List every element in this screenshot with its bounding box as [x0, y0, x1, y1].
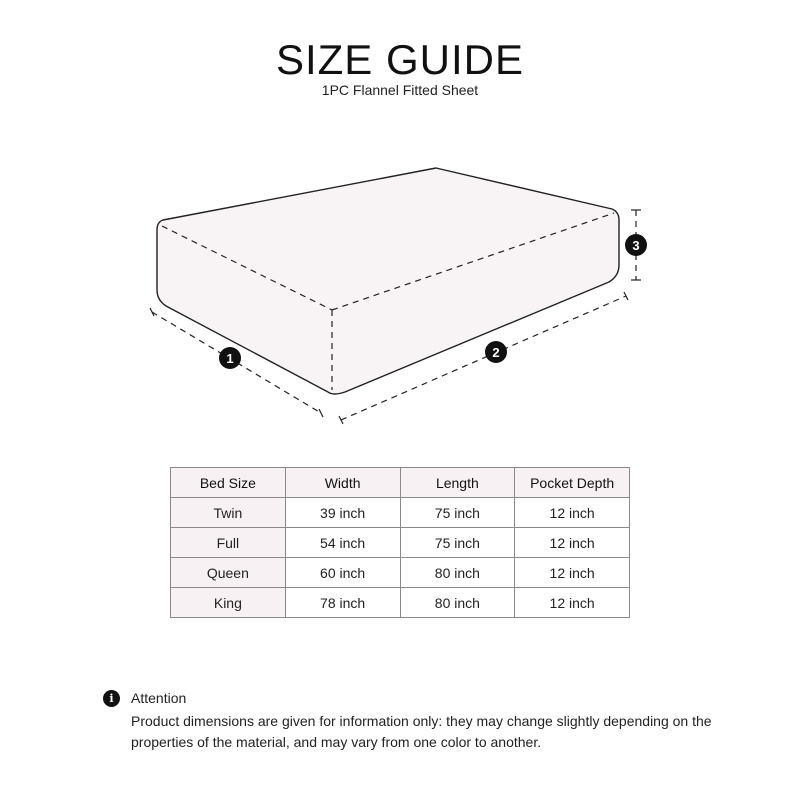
table-header-row [171, 468, 630, 498]
width-cell: 39 inch [285, 498, 400, 528]
length-cell: 80 inch [400, 588, 515, 618]
attention-text: Product dimensions are given for information only: they may change slightly depending on the properties of the material, and may vary from one color to another. [131, 713, 712, 750]
length-cell: 75 inch [400, 498, 515, 528]
bed-size-cell: Full [171, 528, 286, 558]
length-cell: 75 inch [400, 528, 515, 558]
header-width: Width [285, 468, 400, 498]
page-title: SIZE GUIDE [275, 36, 525, 83]
table-row [171, 498, 630, 528]
size-table [170, 467, 630, 618]
table-row [171, 558, 630, 588]
pocket-depth-cell: 12 inch [515, 588, 630, 618]
header-length: Length [400, 468, 515, 498]
bed-size-cell: Twin [171, 498, 286, 528]
header-bed-size: Bed Size [171, 468, 286, 498]
header-pocket-depth: Pocket Depth [515, 468, 630, 498]
bed-size-cell: Queen [171, 558, 286, 588]
pocket-depth-cell: 12 inch [515, 528, 630, 558]
svg-text:1: 1 [226, 351, 234, 366]
bed-size-cell: King [171, 588, 286, 618]
dimension-marker-2 [485, 341, 507, 363]
dimension-marker-3 [625, 234, 647, 256]
pocket-depth-cell: 12 inch [515, 558, 630, 588]
length-cell: 80 inch [400, 558, 515, 588]
info-icon: i [103, 690, 120, 707]
table-row [171, 588, 630, 618]
attention-title: Attention [131, 690, 187, 706]
width-cell: 78 inch [285, 588, 400, 618]
svg-text:2: 2 [492, 345, 500, 360]
width-cell: 54 inch [285, 528, 400, 558]
dimension-marker-1 [219, 347, 241, 369]
svg-text:3: 3 [632, 238, 640, 253]
width-cell: 60 inch [285, 558, 400, 588]
page-subtitle: 1PC Flannel Fitted Sheet [321, 82, 479, 98]
table-row [171, 528, 630, 558]
pocket-depth-cell: 12 inch [515, 498, 630, 528]
